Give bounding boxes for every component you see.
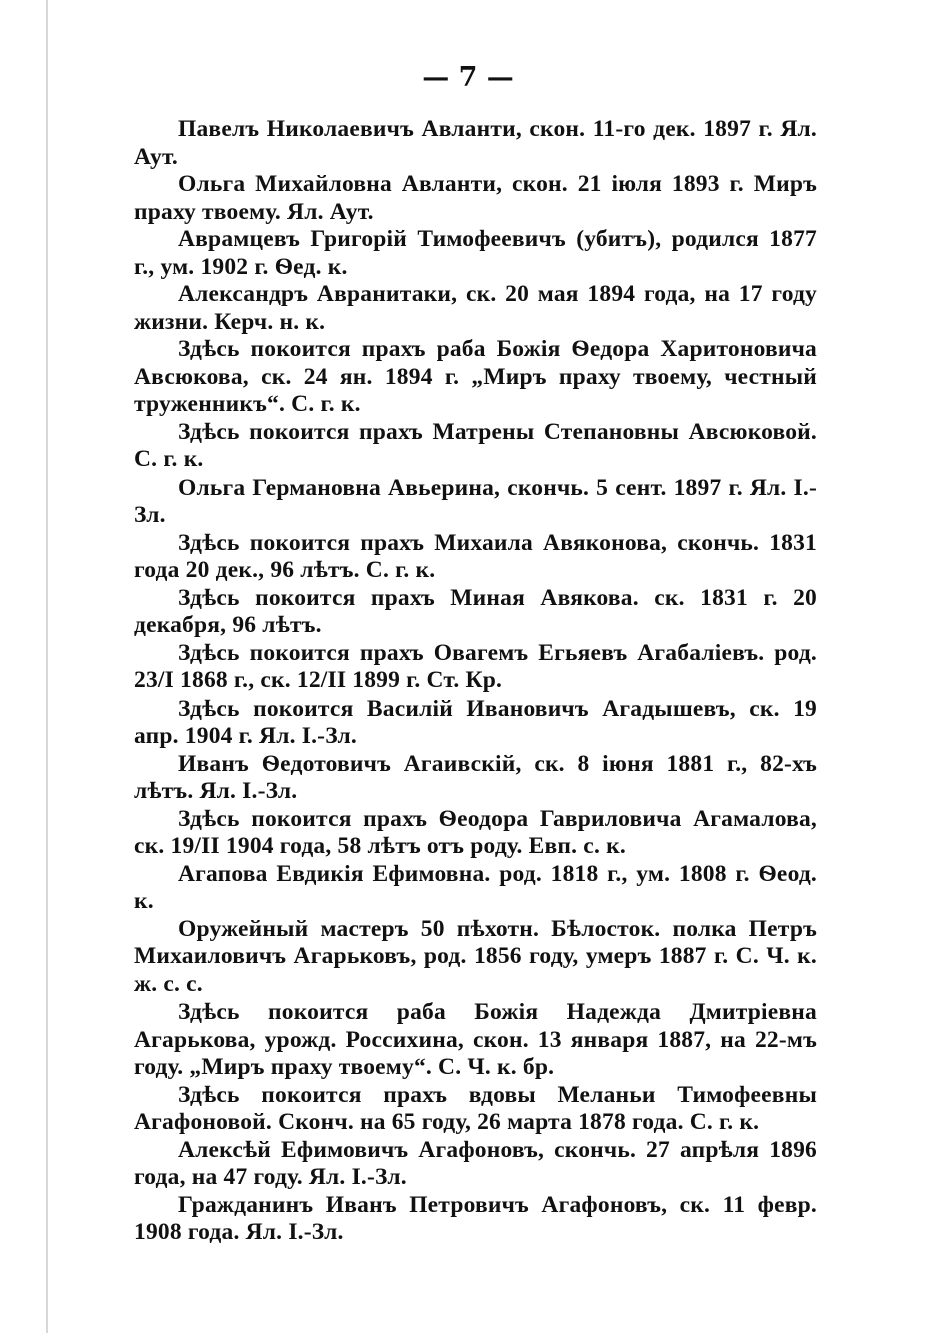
entry: Иванъ Ѳедотовичъ Агаивскiй, ск. 8 iюня 1881 г., 82-хъ лѣтъ. Ял. I.-Зл. — [134, 750, 817, 804]
page-gutter-line — [46, 0, 48, 1333]
entry: Здѣсь покоится прахъ раба Божiя Ѳедора Харитоновича Авсюкова, ск. 24 ян. 1894 г. „Миръ праху твоему, честный труженникъ“. С. г. к. — [134, 336, 817, 417]
page-number: — 7 — — [422, 62, 514, 93]
entry: Агапова Евдикiя Ефимовна. род. 1818 г., ум. 1808 г. Ѳеод. к. — [134, 860, 817, 914]
entry: Здѣсь покоится Василiй Ивановичъ Агадышевъ, ск. 19 апр. 1904 г. Ял. I.-Зл. — [134, 695, 817, 749]
entry: Здѣсь покоится прахъ Миная Авякова. ск. 1831 г. 20 декабря, 96 лѣтъ. — [134, 584, 817, 638]
entry: Ольга Михайловна Авланти, скон. 21 iюля 1893 г. Миръ праху твоему. Ял. Аут. — [134, 171, 817, 225]
entry: Аврамцевъ Григорiй Тимофеевичъ (убитъ), родился 1877 г., ум. 1902 г. Ѳед. к. — [134, 226, 817, 280]
entry: Здѣсь покоится прахъ вдовы Меланьи Тимофеевны Агафоновой. Сконч. на 65 году, 26 марта 1878 года. С. г. к. — [134, 1081, 817, 1135]
entry: Гражданинъ Иванъ Петровичъ Агафоновъ, ск. 11 февр. 1908 года. Ял. I.-Зл. — [134, 1191, 817, 1245]
entry: Здѣсь покоится прахъ Ѳеодора Гавриловича Агамалова, ск. 19/II 1904 года, 58 лѣтъ отъ роду. Евп. с. к. — [134, 805, 817, 859]
entry: Александръ Авранитаки, ск. 20 мая 1894 года, на 17 году жизни. Керч. н. к. — [134, 281, 817, 335]
entry: Алексѣй Ефимовичъ Агафоновъ, скончь. 27 апрѣля 1896 года, на 47 году. Ял. I.-Зл. — [134, 1136, 817, 1190]
entry: Ольга Германовна Авьерина, скончь. 5 сент. 1897 г. Ял. I.-Зл. — [134, 474, 817, 528]
entry: Здѣсь покоится раба Божiя Надежда Дмитрiевна Агарькова, урожд. Россихина, скон. 13 января 1887, на 22-мъ году. „Миръ праху твоему“. С. Ч. к. бр. — [134, 999, 817, 1080]
entry: Оружейный мастеръ 50 пѣхотн. Бѣлосток. полка Петръ Михаиловичъ Агарьковъ, род. 1856 году, умеръ 1887 г. С. Ч. к. ж. с. с. — [134, 915, 817, 997]
entry: Здѣсь покоится прахъ Матрены Степановны Авсюковой. С. г. к. — [134, 418, 817, 472]
entry: Павелъ Николаевичъ Авланти, скон. 11-го дек. 1897 г. Ял. Аут. — [134, 116, 817, 170]
entry: Здѣсь покоится прахъ Овагемъ Егьяевъ Агабалiевъ. род. 23/I 1868 г., ск. 12/II 1899 г. Ст. Кр. — [134, 639, 817, 693]
entry: Здѣсь покоится прахъ Михаила Авяконова, скончь. 1831 года 20 дек., 96 лѣтъ. С. г. к. — [134, 529, 817, 583]
entry-list — [134, 116, 817, 1247]
